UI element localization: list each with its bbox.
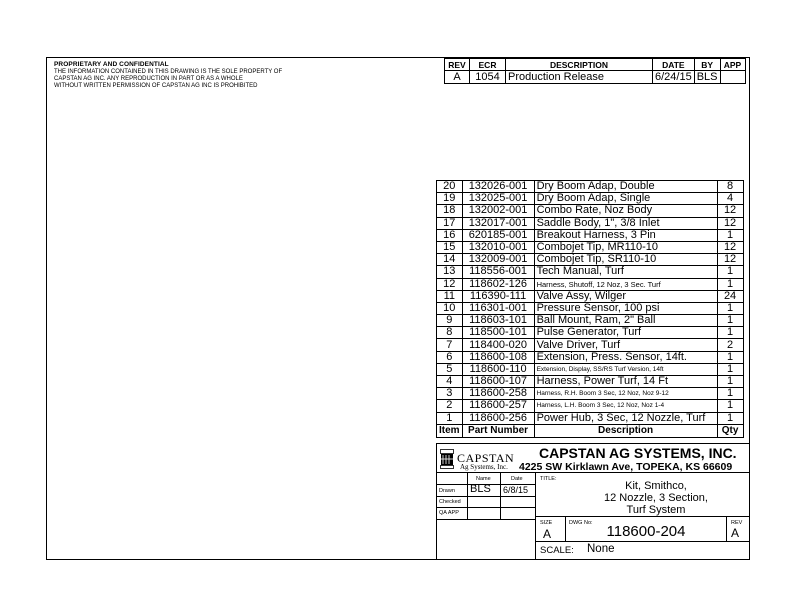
rev-value: A bbox=[731, 526, 740, 540]
bom-qty-cell: 12 bbox=[717, 241, 743, 253]
bom-description-cell: Pressure Sensor, 100 psi bbox=[534, 302, 717, 314]
name-label: Name bbox=[476, 476, 491, 482]
bom-qty-cell: 1 bbox=[717, 302, 743, 314]
bom-description-header: Description bbox=[534, 424, 717, 437]
bom-item-cell: 4 bbox=[437, 376, 463, 388]
bom-item-cell: 14 bbox=[437, 254, 463, 266]
bom-part-cell: 118600-258 bbox=[462, 388, 534, 400]
bom-description-cell: Dry Boom Adap, Double bbox=[534, 181, 717, 193]
bom-part-cell: 116301-001 bbox=[462, 302, 534, 314]
revision-table bbox=[444, 58, 746, 84]
bom-qty-cell: 8 bbox=[717, 181, 743, 193]
bom-qty-cell: 1 bbox=[717, 351, 743, 363]
drawing-title bbox=[566, 480, 746, 516]
bom-item-cell: 12 bbox=[437, 278, 463, 290]
bom-row bbox=[437, 181, 744, 193]
scale-label: SCALE: bbox=[540, 545, 574, 556]
company-name: CAPSTAN AG SYSTEMS, INC. bbox=[539, 445, 737, 461]
date-cell: 6/24/15 bbox=[653, 71, 695, 84]
bom-description-cell: Extension, Press. Sensor, 14ft. bbox=[534, 351, 717, 363]
bom-row bbox=[437, 193, 744, 205]
bom-body bbox=[437, 181, 744, 438]
bom-qty-cell: 24 bbox=[717, 290, 743, 302]
bom-qty-cell: 4 bbox=[717, 193, 743, 205]
bom-item-cell: 13 bbox=[437, 266, 463, 278]
bom-qty-cell: 12 bbox=[717, 254, 743, 266]
bom-item-cell: 17 bbox=[437, 217, 463, 229]
bom-qty-cell: 2 bbox=[717, 339, 743, 351]
date-header: DATE bbox=[653, 59, 695, 71]
bom-part-cell: 620185-001 bbox=[462, 229, 534, 241]
bom-part-cell: 116390-111 bbox=[462, 290, 534, 302]
title-line: Turf System bbox=[626, 504, 686, 516]
bom-part-cell: 118600-110 bbox=[462, 363, 534, 375]
bom-qty-cell: 1 bbox=[717, 363, 743, 375]
bom-qty-cell: 1 bbox=[717, 315, 743, 327]
dwg-no-label: DWG No: bbox=[569, 520, 593, 526]
bom-description-cell: Combojet Tip, SR110-10 bbox=[534, 254, 717, 266]
bom-item-cell: 10 bbox=[437, 302, 463, 314]
bom-row bbox=[437, 412, 744, 424]
bom-description-cell: Ball Mount, Ram, 2" Ball bbox=[534, 315, 717, 327]
revision-header-row bbox=[445, 59, 746, 71]
bom-item-cell: 16 bbox=[437, 229, 463, 241]
bom-qty-cell: 1 bbox=[717, 229, 743, 241]
bom-part-cell: 118556-001 bbox=[462, 266, 534, 278]
bom-description-cell: Breakout Harness, 3 Pin bbox=[534, 229, 717, 241]
title-label: TITLE: bbox=[540, 476, 557, 482]
title-line: 12 Nozzle, 3 Section, bbox=[604, 492, 708, 504]
bom-row bbox=[437, 278, 744, 290]
bom-description-cell: Extension, Display, SS/RS Turf Version, 14ft bbox=[534, 363, 717, 375]
bom-item-cell: 18 bbox=[437, 205, 463, 217]
bom-row bbox=[437, 266, 744, 278]
bom-qty-header: Qty bbox=[717, 424, 743, 437]
bom-description-cell: Harness, Power Turf, 14 Ft bbox=[534, 376, 717, 388]
bom-row bbox=[437, 254, 744, 266]
company-address: 4225 SW Kirklawn Ave, TOPEKA, KS 66609 bbox=[519, 461, 733, 473]
bom-qty-cell: 1 bbox=[717, 388, 743, 400]
bom-part-cell: 118600-256 bbox=[462, 412, 534, 424]
rev-header: REV bbox=[445, 59, 470, 71]
bom-item-cell: 8 bbox=[437, 327, 463, 339]
logo-name: CAPSTAN bbox=[457, 451, 515, 465]
bom-row bbox=[437, 363, 744, 375]
bom-item-header: Item bbox=[437, 424, 463, 437]
bom-item-cell: 15 bbox=[437, 241, 463, 253]
bom-row bbox=[437, 241, 744, 253]
bom-qty-cell: 12 bbox=[717, 205, 743, 217]
bom-description-cell: Power Hub, 3 Sec, 12 Nozzle, Turf bbox=[534, 412, 717, 424]
bom-part-cell: 132025-001 bbox=[462, 193, 534, 205]
bom-row bbox=[437, 217, 744, 229]
bom-item-cell: 11 bbox=[437, 290, 463, 302]
bom-item-cell: 3 bbox=[437, 388, 463, 400]
proprietary-line: WITHOUT WRITTEN PERMISSION OF CAPSTAN AG INC IS PROHIBITED bbox=[54, 83, 258, 89]
bom-item-cell: 2 bbox=[437, 400, 463, 412]
date-label: Date bbox=[511, 476, 523, 482]
bom-description-cell: Pulse Generator, Turf bbox=[534, 327, 717, 339]
bom-part-cell: 118600-108 bbox=[462, 351, 534, 363]
bom-row bbox=[437, 315, 744, 327]
bom-row bbox=[437, 351, 744, 363]
bom-description-cell: Valve Assy, Wilger bbox=[534, 290, 717, 302]
bom-part-cell: 118500-101 bbox=[462, 327, 534, 339]
size-value: A bbox=[543, 527, 552, 541]
bom-item-cell: 7 bbox=[437, 339, 463, 351]
rev-cell: A bbox=[445, 71, 470, 84]
bom-description-cell: Harness, R.H. Boom 3 Sec, 12 Noz, Noz 9-12 bbox=[534, 388, 717, 400]
bom-row bbox=[437, 205, 744, 217]
bom-row bbox=[437, 302, 744, 314]
bom-qty-cell: 1 bbox=[717, 266, 743, 278]
description-header: DESCRIPTION bbox=[506, 59, 653, 71]
ecr-cell: 1054 bbox=[470, 71, 506, 84]
rev-label: REV bbox=[731, 520, 743, 526]
bom-item-cell: 1 bbox=[437, 412, 463, 424]
bom-description-cell: Combo Rate, Noz Body bbox=[534, 205, 717, 217]
bom-description-cell: Tech Manual, Turf bbox=[534, 266, 717, 278]
bom-description-cell: Valve Driver, Turf bbox=[534, 339, 717, 351]
checked-label: Checked bbox=[439, 499, 461, 505]
scale-value: None bbox=[587, 543, 615, 555]
bom-part-cell: 118603-101 bbox=[462, 315, 534, 327]
by-cell: BLS bbox=[694, 71, 720, 84]
bom-qty-cell: 1 bbox=[717, 376, 743, 388]
logo-subtitle: Ag Systems, Inc. bbox=[460, 463, 508, 471]
bom-row bbox=[437, 400, 744, 412]
description-cell: Production Release bbox=[506, 71, 653, 84]
proprietary-title: PROPRIETARY AND CONFIDENTIAL bbox=[54, 61, 169, 68]
bom-item-cell: 5 bbox=[437, 363, 463, 375]
bom-qty-cell: 12 bbox=[717, 217, 743, 229]
bill-of-materials bbox=[436, 180, 744, 438]
bom-item-cell: 6 bbox=[437, 351, 463, 363]
bom-item-cell: 19 bbox=[437, 193, 463, 205]
bom-row bbox=[437, 290, 744, 302]
bom-description-cell: Harness, Shutoff, 12 Noz, 3 Sec. Turf bbox=[534, 278, 717, 290]
drawn-label: Drawn bbox=[439, 488, 455, 494]
proprietary-notice bbox=[54, 69, 354, 90]
drawn-date: 6/8/15 bbox=[503, 485, 529, 495]
bom-qty-cell: 1 bbox=[717, 412, 743, 424]
bom-part-cell: 132009-001 bbox=[462, 254, 534, 266]
bom-part-cell: 118600-257 bbox=[462, 400, 534, 412]
bom-row bbox=[437, 327, 744, 339]
bom-qty-cell: 1 bbox=[717, 278, 743, 290]
bom-description-cell: Saddle Body, 1", 3/8 Inlet bbox=[534, 217, 717, 229]
bom-part-cell: 132017-001 bbox=[462, 217, 534, 229]
proprietary-line: CAPSTAN AG INC. ANY REPRODUCTION IN PART OR AS A WHOLE bbox=[54, 76, 243, 82]
bom-row bbox=[437, 229, 744, 241]
bom-qty-cell: 1 bbox=[717, 400, 743, 412]
qa-app-label: QA APP bbox=[439, 510, 459, 516]
bom-description-cell: Harness, L.H. Boom 3 Sec, 12 Noz, Noz 1-4 bbox=[534, 400, 717, 412]
bom-description-cell: Combojet Tip, MR110-10 bbox=[534, 241, 717, 253]
size-label: SIZE bbox=[540, 520, 553, 526]
app-cell bbox=[720, 71, 745, 84]
bom-header-row bbox=[437, 424, 744, 437]
bom-part-cell: 132010-001 bbox=[462, 241, 534, 253]
bom-part-cell: 118600-107 bbox=[462, 376, 534, 388]
bom-part-cell: 132002-001 bbox=[462, 205, 534, 217]
proprietary-line: THE INFORMATION CONTAINED IN THIS DRAWING IS THE SOLE PROPERTY OF bbox=[54, 69, 283, 75]
title-line: Kit, Smithco, bbox=[625, 480, 687, 492]
by-header: BY bbox=[694, 59, 720, 71]
revision-row bbox=[445, 71, 746, 84]
bom-item-cell: 20 bbox=[437, 181, 463, 193]
bom-part-cell: 132026-001 bbox=[462, 181, 534, 193]
bom-part-cell: 118602-126 bbox=[462, 278, 534, 290]
bom-description-cell: Dry Boom Adap, Single bbox=[534, 193, 717, 205]
bom-part-header: Part Number bbox=[462, 424, 534, 437]
app-header: APP bbox=[720, 59, 745, 71]
ecr-header: ECR bbox=[470, 59, 506, 71]
dwg-no-value: 118600-204 bbox=[606, 523, 686, 540]
bom-row bbox=[437, 388, 744, 400]
bom-row bbox=[437, 376, 744, 388]
drawn-name: BLS bbox=[470, 483, 491, 495]
bom-row bbox=[437, 339, 744, 351]
capstan-logo-icon bbox=[440, 449, 454, 469]
bom-qty-cell: 1 bbox=[717, 327, 743, 339]
bom-item-cell: 9 bbox=[437, 315, 463, 327]
bom-part-cell: 118400-020 bbox=[462, 339, 534, 351]
